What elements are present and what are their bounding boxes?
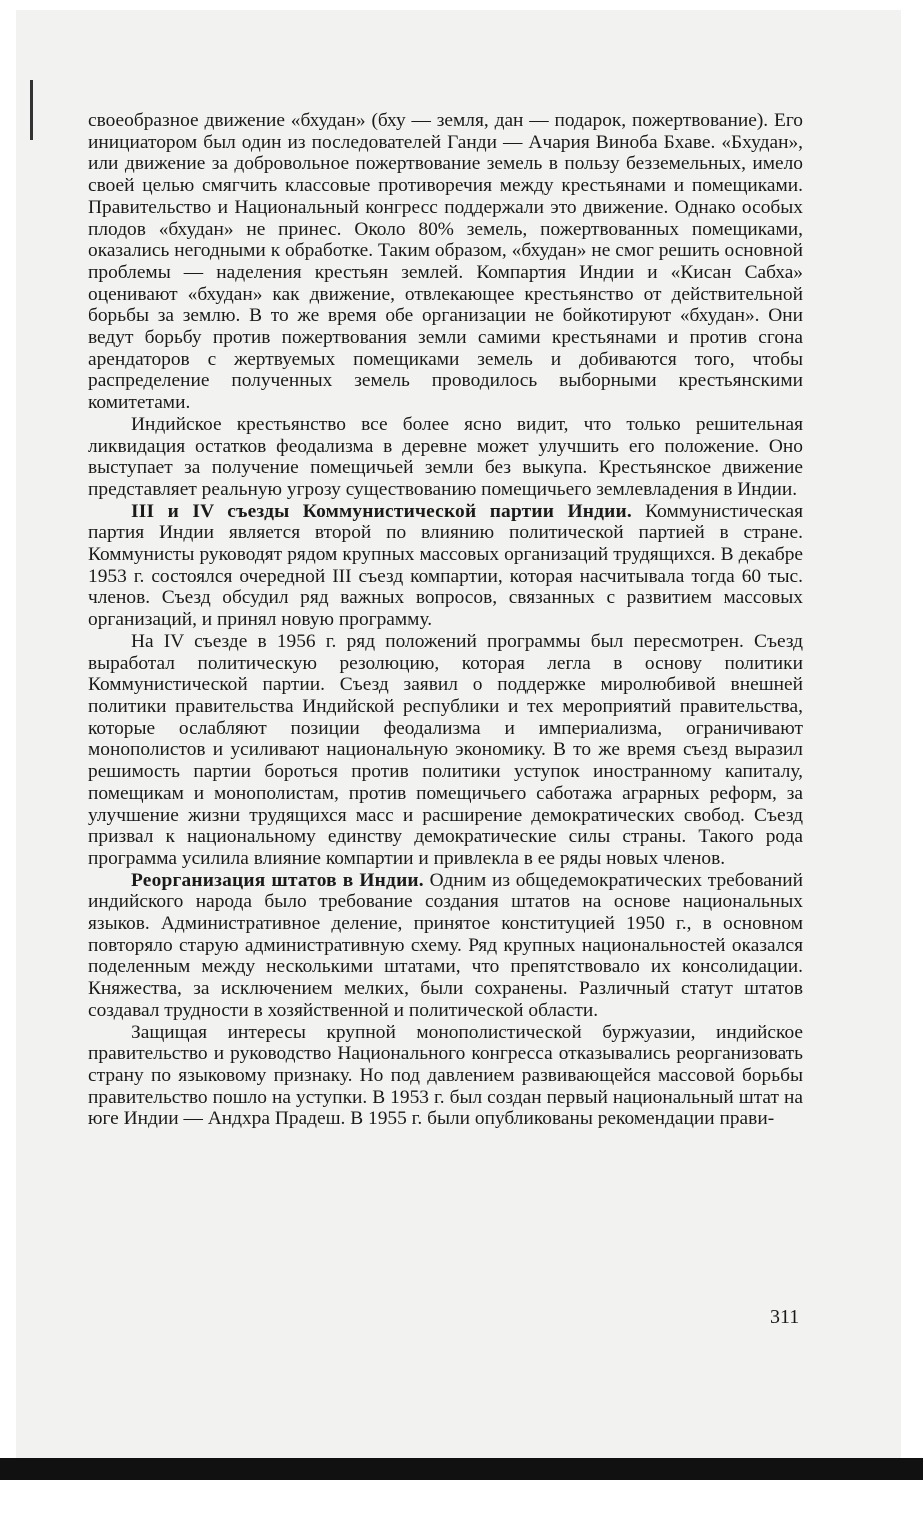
binding-mark bbox=[30, 80, 33, 140]
paragraph bbox=[88, 414, 803, 501]
section-heading: III и IV съезды Коммунистической партии Индии. bbox=[131, 500, 632, 522]
paragraph bbox=[88, 501, 803, 631]
paragraph-text: Защищая интересы крупной монополистической буржуазии, индийское правительство и руководство Национального конгресса отказывались реорганизовать страну по языковому признаку. Но под давлением развивающейся массовой борьбы правительство пошло на уступки. В 1953 г. был создан первый национальный штат на юге Индии — Андхра Прадеш. В 1955 г. были опубликованы рекомендации прави- bbox=[88, 1021, 803, 1130]
section-heading: Реорганизация штатов в Индии. bbox=[131, 869, 424, 891]
paragraph-text: Коммунистическая партия Индии является второй по влиянию политической партией в стране. Коммунисты руководят рядом крупных массовых организаций трудящихся. В декабре 1953 г. состоялся очередной III съезд компартии, которая насчитывала тогда 60 тыс. членов. Съезд обсудил ряд важных вопросов, связанных с развитием массовых организаций, и принял новую программу. bbox=[88, 500, 803, 631]
paragraph bbox=[88, 1022, 803, 1131]
paragraph bbox=[88, 631, 803, 870]
paragraph-text: На IV съезде в 1956 г. ряд положений программы был пересмотрен. Съезд выработал политическую резолюцию, которая легла в основу политики Коммунистической партии. Съезд заявил о поддержке миролюбивой внешней политики правительства Индийской республики и тех мероприятий правительства, которые ослабляют позиции феодализма и империализма, ограничивают монополистов и усиливают национальную экономику. В то же время съезд выразил решимость партии бороться против политики уступок иностранному капиталу, помещикам и монополистам, против помещичьего саботажа аграрных реформ, за улучшение жизни трудящихся масс и расширение демократических свобод. Съезд призвал к национальному единству демократические силы страны. Такого рода программа усилила влияние компартии и привлекла в ее ряды новых членов. bbox=[88, 630, 803, 869]
paragraph-text: Индийское крестьянство все более ясно видит, что только решительная ликвидация остатков феодализма в деревне может улучшить его положение. Оно выступает за получение помещичьей земли без выкупа. Крестьянское движение представляет реальную угрозу существованию помещичьего землевладения в Индии. bbox=[88, 413, 803, 500]
paragraph-text: своеобразное движение «бхудан» (бху — земля, дан — подарок, пожертвование). Его инициатором был один из последователей Ганди — Ачария Виноба Бхаве. «Бхудан», или движение за добровольное пожертвование земель в пользу безземельных, имело своей целью смягчить классовые противоречия между крестьянами и помещиками. Правительство и Национальный конгресс поддержали это движение. Однако особых плодов «бхудан» не принес. Около 80% земель, пожертвованных помещиками, оказались негодными к обработке. Таким образом, «бхудан» не смог решить основной проблемы — наделения крестьян землей. Компартия Индии и «Кисан Сабха» оценивают «бхудан» как движение, отвлекающее крестьянство от действительной борьбы за землю. В то же время обе организации не бойкотируют «бхудан». Они ведут борьбу против пожертвования земли самими крестьянами и против сгона арендаторов с жертвуемых помещиками земель и добиваются того, чтобы распределение полученных земель проводилось выборными крестьянскими комитетами. bbox=[88, 110, 803, 414]
paragraph bbox=[88, 110, 803, 414]
page-text bbox=[88, 110, 803, 1130]
page-number: 311 bbox=[770, 1306, 800, 1328]
scan-bottom-edge bbox=[0, 1458, 923, 1480]
paragraph bbox=[88, 870, 803, 1022]
paragraph-text: Одним из общедемократических требований индийского народа было требование создания штатов на основе национальных языков. Административное деление, принятое конституцией 1950 г., в основном повторяло старую административную схему. Ряд крупных национальностей оказался поделенным между несколькими штатами, что препятствовало их консолидации. Княжества, за исключением мелких, были сохранены. Различный статут штатов создавал трудности в хозяйственной и политической области. bbox=[88, 869, 803, 1021]
